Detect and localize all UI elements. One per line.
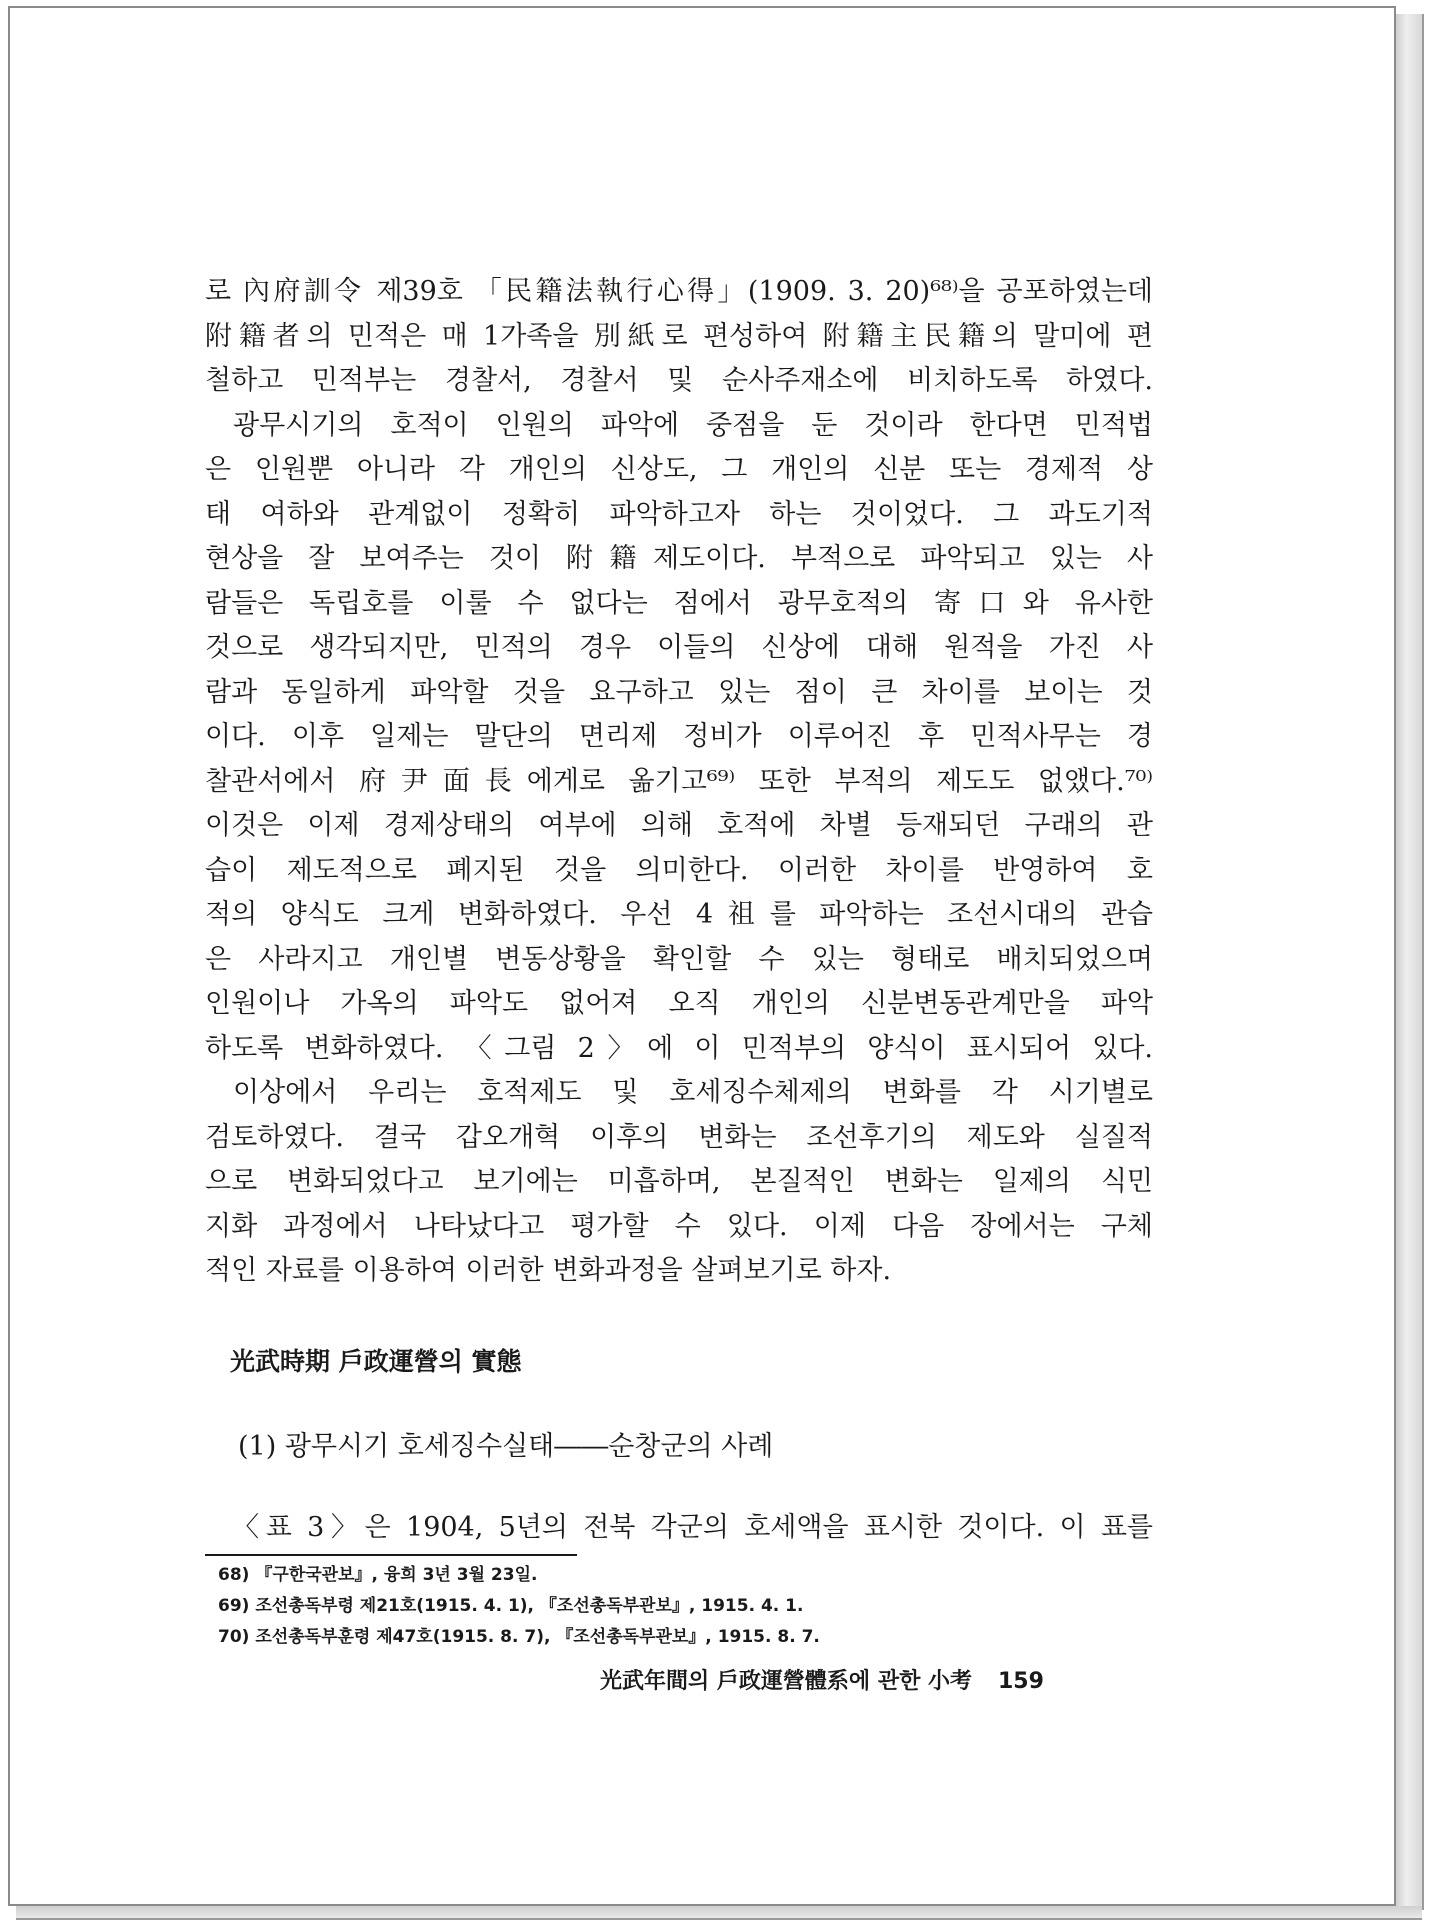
body-line: 철하고 민적부는 경찰서, 경찰서 및 순사주재소에 비치하도록 하였다. [205, 365, 1153, 396]
body-line: 적의 양식도 크게 변화하였다. 우선 4祖를 파악하는 조선시대의 관습 [205, 899, 1153, 930]
body-line: 광무시기의 호적이 인원의 파악에 중점을 둔 것이라 한다면 민적법 [233, 409, 1153, 441]
footnote: 69) 조선총독부령 제21호(1915. 4. 1), 『조선총독부관보』, 1915. 4. 1. [218, 1596, 804, 1616]
body-line: 인원이나 가옥의 파악도 없어져 오직 개인의 신분변동관계만을 파악 [205, 988, 1153, 1019]
body-line: 것으로 생각되지만, 민적의 경우 이들의 신상에 대해 원적을 가진 사 [205, 632, 1153, 663]
body-line: 으로 변화되었다고 보기에는 미흡하며, 본질적인 변화는 일제의 식민 [205, 1166, 1153, 1197]
page-edge-bottom [16, 1906, 1422, 1920]
body-line: 습이 제도적으로 폐지된 것을 의미한다. 이러한 차이를 반영하여 호 [205, 854, 1153, 886]
body-line: 이다. 이후 일제는 말단의 면리제 정비가 이루어진 후 민적사무는 경 [205, 721, 1153, 752]
page-edge-right [1396, 14, 1424, 1910]
section-heading: 光武時期 戶政運營의 實態 [230, 1347, 522, 1376]
running-footer [600, 1664, 1044, 1695]
footnote: 68) 『구한국관보』, 융희 3년 3월 23일. [218, 1565, 538, 1585]
continuing-paragraph-line: 〈표 3〉은 1904, 5년의 전북 각군의 호세액을 표시한 것이다. 이 표를 [232, 1512, 1153, 1543]
body-line: 은 인원뿐 아니라 각 개인의 신상도, 그 개인의 신분 또는 경제적 상 [205, 454, 1153, 485]
body-line: 지화 과정에서 나타났다고 평가할 수 있다. 이제 다음 장에서는 구체 [205, 1210, 1153, 1242]
body-line: 附籍者의 민적은 매 1가족을 別紙로 편성하여 附籍主民籍의 말미에 편 [205, 320, 1153, 352]
body-line: 람과 동일하게 파악할 것을 요구하고 있는 점이 큰 차이를 보이는 것 [205, 676, 1153, 708]
body-line: 하도록 변화하였다. 〈그림 2〉에 이 민적부의 양식이 표시되어 있다. [205, 1032, 1153, 1064]
footnotes [218, 1560, 820, 1653]
footnote: 70) 조선총독부훈령 제47호(1915. 8. 7), 『조선총독부관보』, 1915. 8. 7. [218, 1627, 820, 1647]
body-line: 현상을 잘 보여주는 것이 附籍제도이다. 부적으로 파악되고 있는 사 [205, 543, 1153, 574]
running-title: 光武年間의 戶政運營體系에 관한 小考 [600, 1669, 972, 1694]
body-line: 람들은 독립호를 이룰 수 없다는 점에서 광무호적의 寄口와 유사한 [205, 587, 1153, 619]
body-line: 은 사라지고 개인별 변동상황을 확인할 수 있는 형태로 배치되었으며 [205, 943, 1153, 975]
body-line: 이상에서 우리는 호적제도 및 호세징수체제의 변화를 각 시기별로 [233, 1077, 1153, 1108]
body-line: 적인 자료를 이용하여 이러한 변화과정을 살펴보기로 하자. [205, 1255, 892, 1286]
body-line: 로 內府訓令 제39호 「民籍法執行心得」(1909. 3. 20)⁶⁸⁾을 공포하였는데 [205, 276, 1153, 307]
sub-heading: (1) 광무시기 호세징수실태――순창군의 사례 [238, 1431, 774, 1462]
body-text [205, 270, 1153, 1294]
body-line: 찰관서에서 府尹面長에게로 옮기고⁶⁹⁾ 또한 부적의 제도도 없앴다.⁷⁰⁾ [205, 765, 1153, 797]
footnote-divider [205, 1554, 577, 1556]
body-line: 검토하였다. 결국 갑오개혁 이후의 변화는 조선후기의 제도와 실질적 [205, 1121, 1153, 1153]
page-number: 159 [998, 1669, 1044, 1694]
body-line: 태 여하와 관계없이 정확히 파악하고자 하는 것이었다. 그 과도기적 [205, 498, 1153, 530]
body-line: 이것은 이제 경제상태의 여부에 의해 호적에 차별 등재되던 구래의 관 [205, 810, 1153, 841]
